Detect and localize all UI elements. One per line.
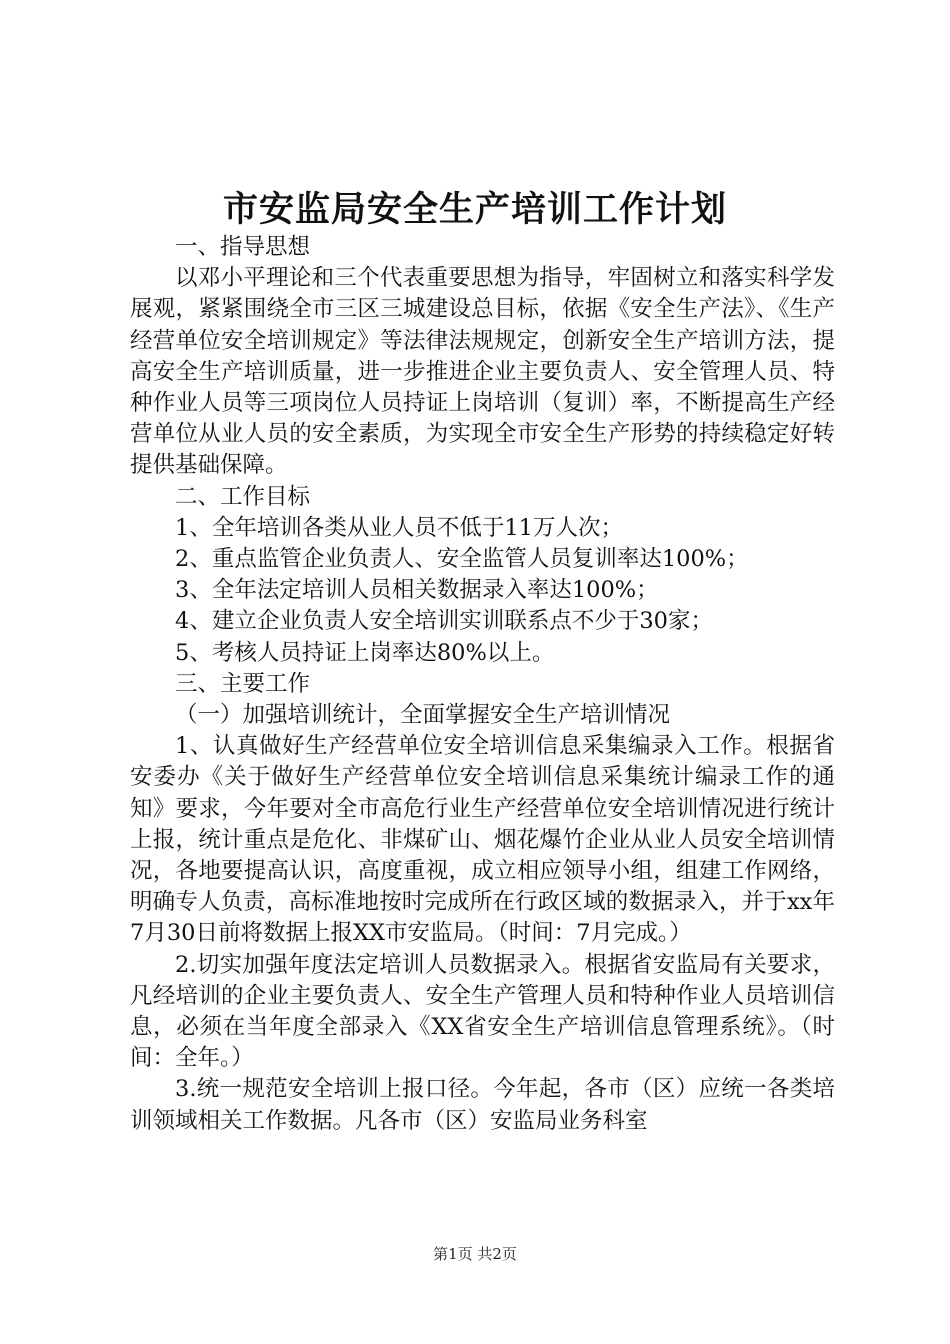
section-heading-guiding-thought: 一、指导思想 — [175, 234, 311, 260]
paragraph-work-3: 3.统一规范安全培训上报口径。今年起，各市（区）应统一各类培训领域相关工作数据。凡各市（区）安监局业务科室 — [130, 1076, 835, 1134]
paragraph-work-1: 1、认真做好生产经营单位安全培训信息采集编录入工作。根据省安委办《关于做好生产经营单位安全培训信息采集统计编录工作的通知》要求，今年要对全市高危行业生产经营单位安全培训情况进行统计上报，统计重点是危化、非煤矿山、烟花爆竹企业从业人员安全培训情况，各地要提高认识，高度重视，成立相应领导小组，组建工作网络，明确专人负责，高标准地按时完成所在行政区域的数据录入，并于xx年7月30日前将数据上报XX市安监局。（时间：7月完成。） — [130, 733, 835, 947]
document-title: 市安监局安全生产培训工作计划 — [222, 189, 727, 230]
section-heading-work-goals: 二、工作目标 — [175, 483, 311, 510]
page-footer: 第1页 共2页 — [433, 1245, 517, 1263]
goal-item: 1、全年培训各类从业人员不低于11万人次； — [175, 514, 623, 541]
section-heading-main-work: 三、主要工作 — [175, 670, 311, 697]
document-body — [130, 232, 835, 1137]
goal-item: 4、建立企业负责人安全培训实训联系点不少于30家； — [175, 608, 713, 635]
goal-item: 3、全年法定培训人员相关数据录入率达100%； — [175, 577, 659, 604]
subsection-heading: （一）加强培训统计，全面掌握安全生产培训情况 — [175, 702, 671, 729]
paragraph-guiding-thought: 以邓小平理论和三个代表重要思想为指导，牢固树立和落实科学发展观，紧紧围绕全市三区三城建设总目标，依据《安全生产法》、《生产经营单位安全培训规定》等法律法规规定，创新安全生产培训方法，提高安全生产培训质量，进一步推进企业主要负责人、安全管理人员、特种作业人员等三项岗位人员持证上岗培训（复训）率，不断提高生产经营单位从业人员的安全素质，为实现全市安全生产形势的持续稳定好转提供基础保障。 — [130, 265, 835, 479]
goal-item: 5、考核人员持证上岗率达80%以上。 — [175, 639, 555, 666]
goal-item: 2、重点监管企业负责人、安全监管人员复训率达100%； — [175, 546, 749, 573]
paragraph-work-2: 2.切实加强年度法定培训人员数据录入。根据省安监局有关要求，凡经培训的企业主要负责人、安全生产管理人员和特种作业人员培训信息，必须在当年度全部录入《XX省安全生产培训信息管理系统》。（时间：全年。） — [130, 951, 835, 1072]
